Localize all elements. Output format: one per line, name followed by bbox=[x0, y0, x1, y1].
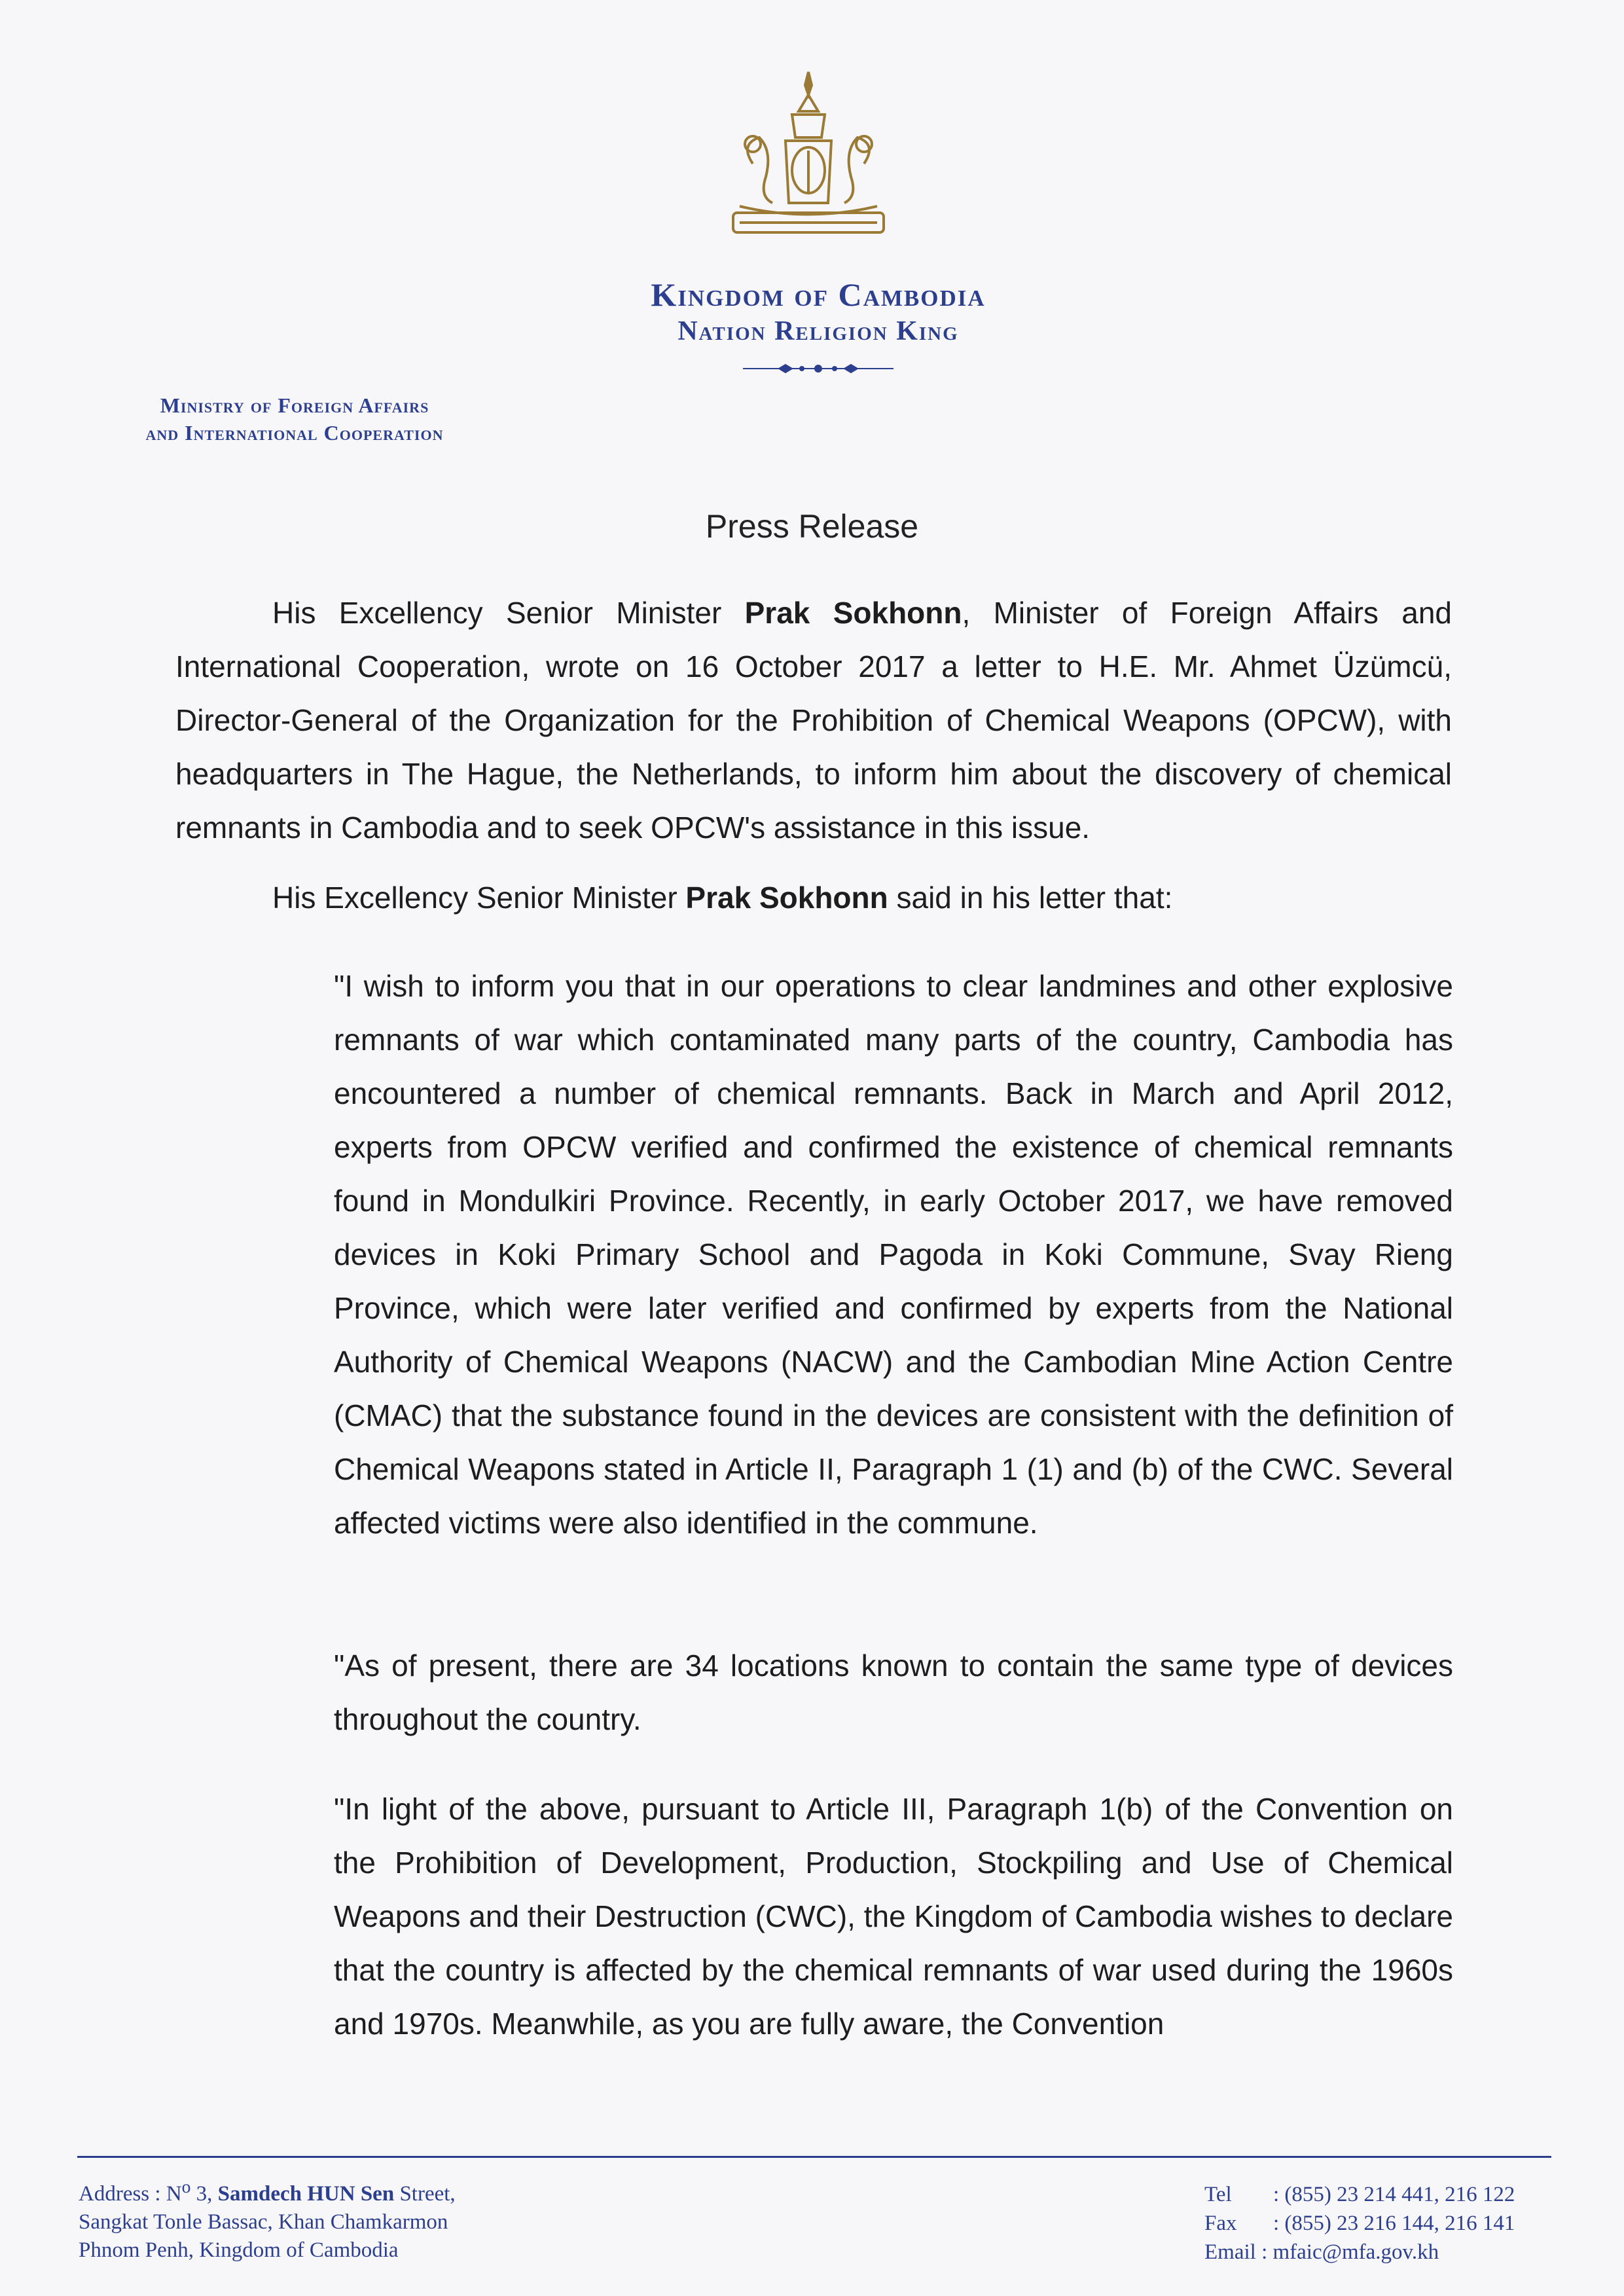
tel-value: : (855) 23 214 441, 216 122 bbox=[1273, 2183, 1515, 2206]
quote-paragraph-1: "I wish to inform you that in our operations to clear landmines and other explosive remnants of war which contaminated many parts of the country, Cambodia has encountered a number of chemical remnants. Back in March and April 2012, experts from OPCW verified and confirmed the existence of chemical remnants found in Mondulkiri Province. Recently, in early October 2017, we have removed devices in Koki Primary School and Pagoda in Koki Commune, Svay Rieng Province, which were later verified and confirmed by experts from the National Authority of Chemical Weapons (NACW) and the Cambodian Mine Action Centre (CMAC) that the substance found in the devices are consistent with the definition of Chemical Weapons stated in Article II, Paragraph 1 (1) and (b) of the CWC. Several affected victims were also identified in the commune. bbox=[334, 969, 1453, 1540]
minister-name-2: Prak Sokhonn bbox=[685, 881, 888, 915]
footer-contacts bbox=[1204, 2180, 1571, 2267]
contact-tel bbox=[1204, 2180, 1571, 2209]
paragraph-lead-in-text-b: said in his letter that: bbox=[888, 881, 1173, 915]
contact-email bbox=[1204, 2238, 1571, 2267]
minister-name: Prak Sokhonn bbox=[744, 596, 962, 630]
page-title: Press Release bbox=[705, 508, 919, 545]
quote-paragraph-2: "As of present, there are 34 locations known to contain the same type of devices throughout the country. bbox=[334, 1649, 1453, 1736]
fax-label: Fax bbox=[1204, 2212, 1237, 2235]
fax-value: : (855) 23 216 144, 216 141 bbox=[1273, 2212, 1515, 2235]
ministry-name bbox=[59, 392, 530, 446]
email-link[interactable]: : mfaic@mfa.gov.kh bbox=[1261, 2240, 1439, 2264]
national-motto: Nation Religion King bbox=[677, 316, 959, 346]
paragraph-intro bbox=[175, 586, 1452, 854]
paragraph-lead-in bbox=[272, 871, 1451, 924]
paragraph-lead-in-text-a: His Excellency Senior Minister bbox=[272, 881, 686, 915]
kingdom-title: Kingdom of Cambodia bbox=[651, 276, 986, 313]
address-line-2: Sangkat Tonle Bassac, Khan Chamkarmon bbox=[79, 2210, 448, 2234]
kingdom-heading bbox=[458, 275, 1178, 348]
quote-paragraph-3: "In light of the above, pursuant to Article III, Paragraph 1(b) of the Convention on the Prohibition of Development, Production, Stockpiling and Use of Chemical Weapons and their Destruction (CWC), the Kingdom of Cambodia wishes to declare that the country is affected by the chemical remnants of war used during the 1960s and 1970s. Meanwhile, as you are fully aware, the Convention bbox=[334, 1792, 1453, 2041]
address-number: 3, bbox=[190, 2182, 218, 2206]
footer-address bbox=[79, 2172, 668, 2265]
ministry-line-1: Ministry of Foreign Affairs bbox=[160, 393, 429, 417]
footer-divider bbox=[77, 2156, 1551, 2158]
contact-fax bbox=[1204, 2209, 1571, 2238]
paragraph-intro-text-a: His Excellency Senior Minister bbox=[272, 596, 745, 630]
ornament-divider-icon bbox=[740, 359, 897, 378]
email-label: Email bbox=[1204, 2240, 1256, 2264]
tel-label: Tel bbox=[1204, 2183, 1232, 2206]
address-label: Address : N bbox=[79, 2182, 182, 2206]
ministry-line-2: and International Cooperation bbox=[145, 421, 444, 445]
paragraph-intro-text-b: , Minister of Foreign Affairs and International Cooperation, wrote on 16 October 2017 a letter to H.E. Mr. Ahmet Üzümcü, Director-General of the Organization for the Prohibition of Chemical Weapons (OPCW), with headquarters in The Hague, the Netherlands, to inform him about the discovery of chemical remnants in Cambodia and to seek OPCW's assistance in this issue. bbox=[175, 596, 1452, 845]
address-street-rest: Street, bbox=[394, 2182, 456, 2206]
address-street-bold: Samdech HUN Sen bbox=[217, 2182, 395, 2206]
address-line-3: Phnom Penh, Kingdom of Cambodia bbox=[79, 2238, 399, 2262]
address-line-1 bbox=[79, 2172, 668, 2208]
royal-crest-icon bbox=[713, 65, 903, 249]
address-number-sup: o bbox=[181, 2176, 191, 2196]
